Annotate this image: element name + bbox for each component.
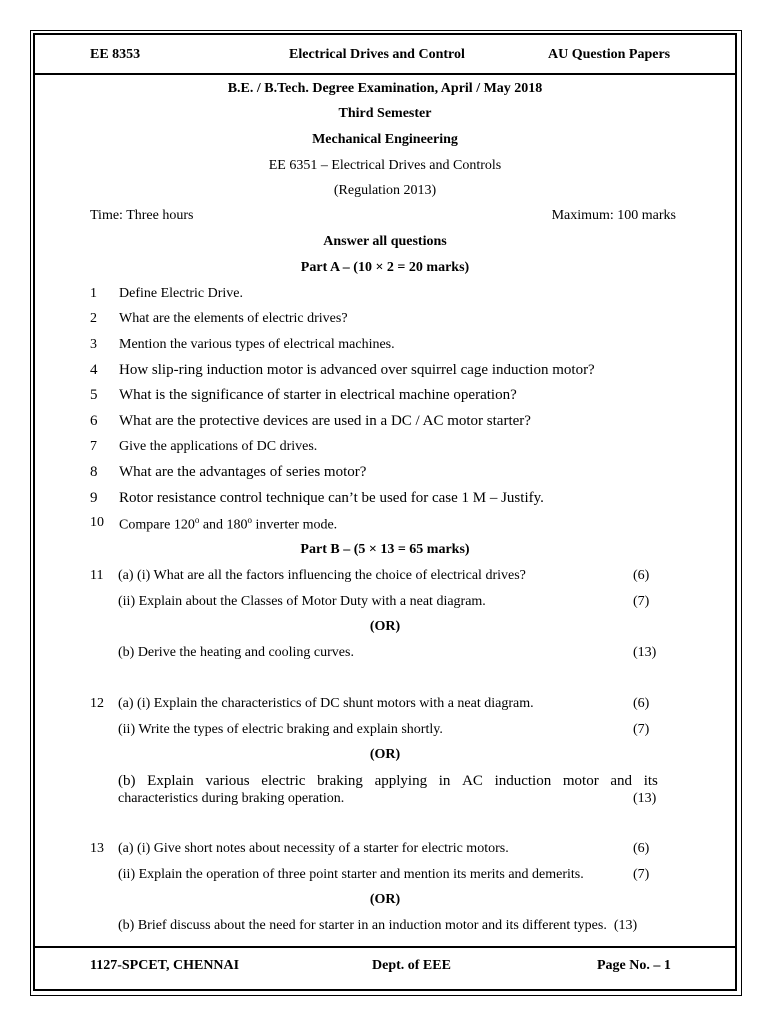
q12-a-i: (a) (i) Explain the characteristics of DC shunt motors with a neat diagram. [118, 696, 534, 711]
course-code: EE 8353 [90, 47, 141, 62]
q11-b: (b) Derive the heating and cooling curves. [118, 645, 354, 660]
source-label: AU Question Papers [548, 47, 671, 62]
q12-b-marks: (13) [633, 791, 657, 806]
q12-b-line1: (b) Explain various electric braking applying in AC induction motor and its [118, 773, 658, 789]
time-label: Time: Three hours [90, 208, 194, 223]
department: Mechanical Engineering [312, 132, 458, 147]
college-name: 1127-SPCET, CHENNAI [90, 958, 240, 973]
q11-a-ii: (ii) Explain about the Classes of Motor Duty with a neat diagram. [118, 594, 486, 609]
q11-a-i-marks: (6) [633, 568, 650, 583]
q13-b-marks: (13) [613, 918, 638, 933]
q11-or: (OR) [369, 619, 401, 634]
q13-b: (b) Brief discuss about the need for starter in an induction motor and its different types. (13) [118, 918, 638, 933]
q11-b-marks: (13) [633, 645, 657, 660]
q12-b-line2: characteristics during braking operation. [118, 791, 345, 806]
subject-title: Electrical Drives and Control [289, 47, 465, 62]
regulation: (Regulation 2013) [333, 183, 437, 198]
exam-title: B.E. / B.Tech. Degree Examination, April / May 2018 [227, 81, 543, 96]
max-marks: Maximum: 100 marks [551, 208, 676, 223]
q13-number: 13 [90, 841, 104, 856]
page-number: Page No. – 1 [597, 958, 671, 973]
q12-a-i-marks: (6) [633, 696, 650, 711]
part-a-title: Part A – (10 × 2 = 20 marks) [300, 260, 470, 275]
q13-a-ii-marks: (7) [633, 867, 650, 882]
q11-a-i: (a) (i) What are all the factors influencing the choice of electrical drives? [118, 568, 526, 583]
part-b-title: Part B – (5 × 13 = 65 marks) [300, 542, 470, 557]
q13-a-i: (a) (i) Give short notes about necessity of a starter for electric motors. [118, 841, 509, 856]
q12-a-ii: (ii) Write the types of electric braking and explain shortly. [118, 722, 443, 737]
q13-a-i-marks: (6) [633, 841, 650, 856]
q13-a-ii: (ii) Explain the operation of three point starter and mention its merits and demerits. [118, 867, 584, 882]
dept-name: Dept. of EEE [372, 958, 451, 973]
course-title: EE 6351 – Electrical Drives and Controls [268, 158, 502, 173]
semester: Third Semester [338, 106, 432, 121]
instruction: Answer all questions [323, 234, 447, 249]
q13-or: (OR) [369, 892, 401, 907]
q11-a-ii-marks: (7) [633, 594, 650, 609]
q12-a-ii-marks: (7) [633, 722, 650, 737]
q11-number: 11 [90, 568, 104, 583]
q12-number: 12 [90, 696, 104, 711]
page-footer [35, 946, 735, 988]
q12-or: (OR) [369, 747, 401, 762]
page-header [35, 41, 735, 75]
